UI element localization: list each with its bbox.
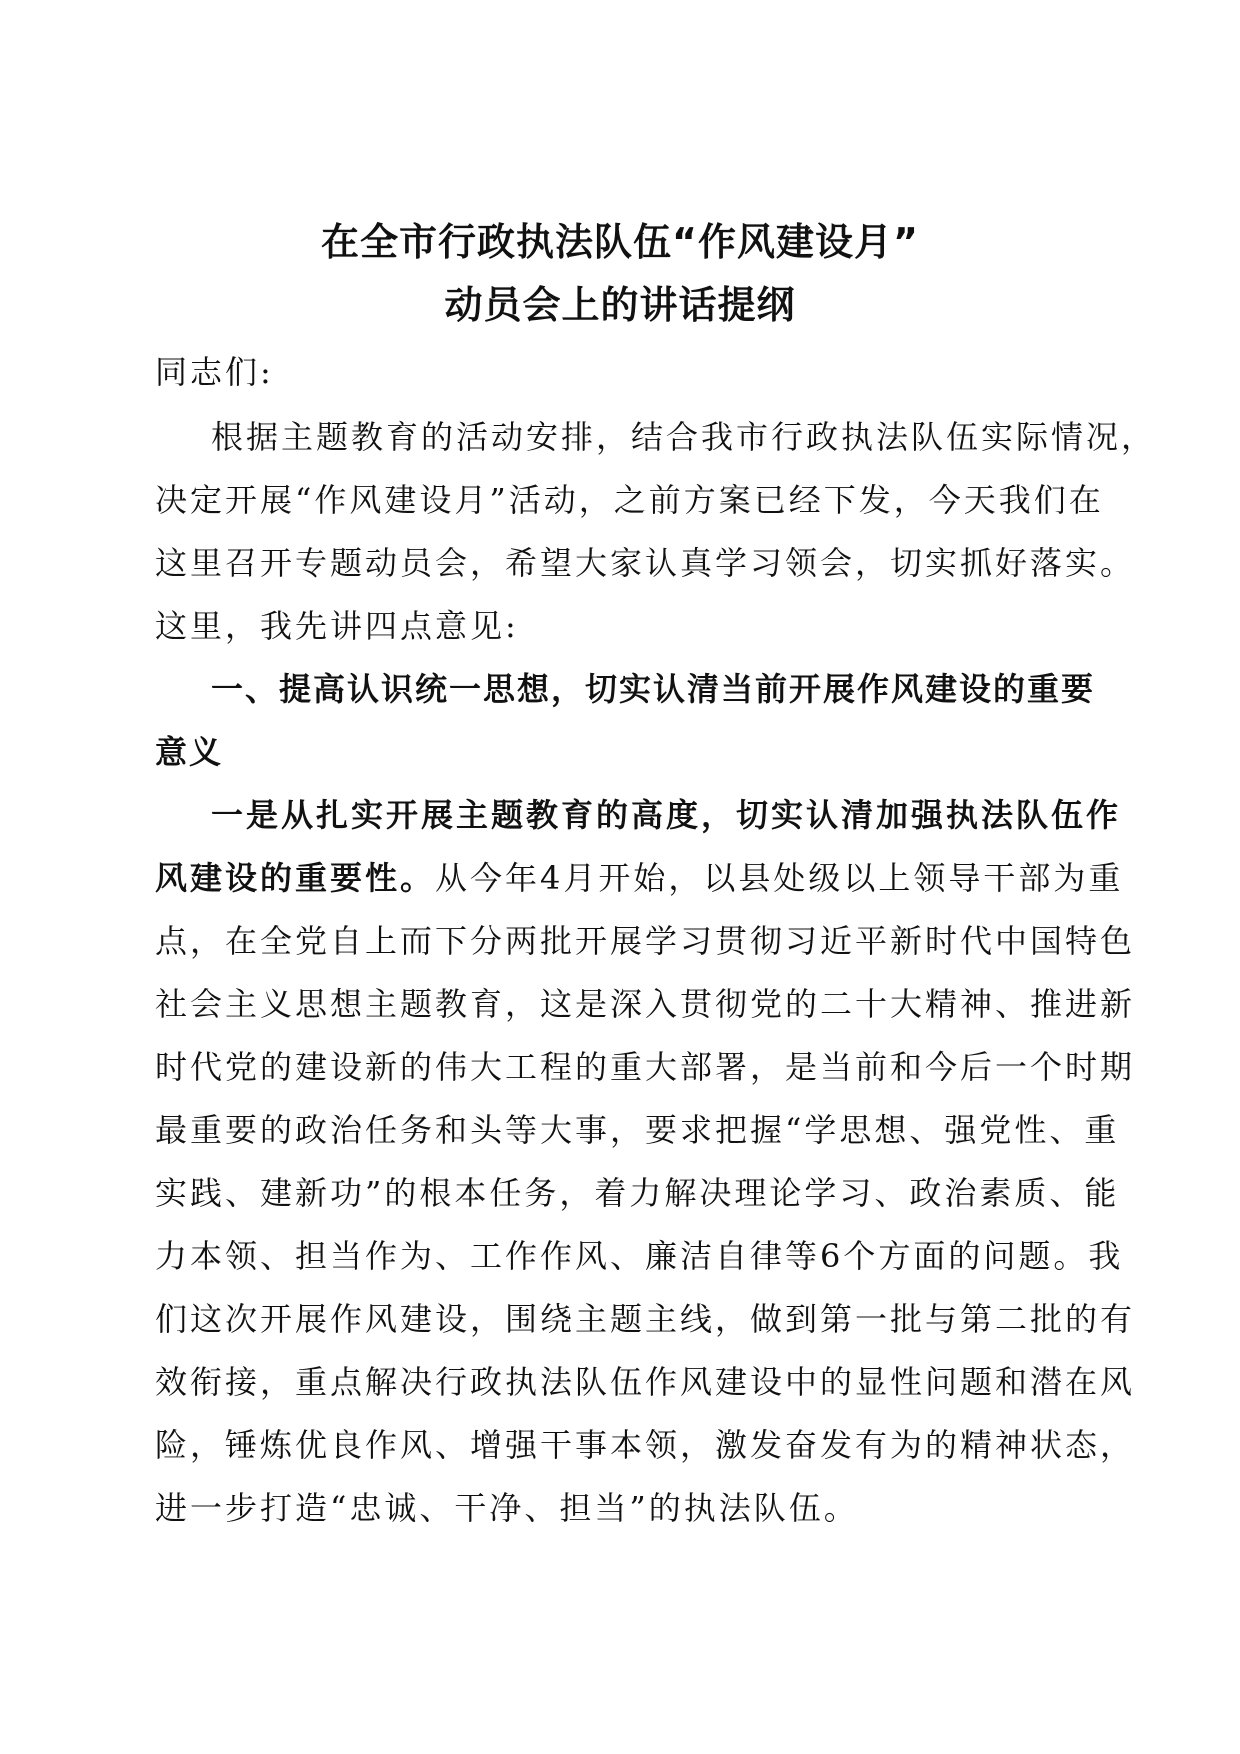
- point1-bold-line-1: 一是从扎实开展主题教育的高度，切实认清加强执法队伍作: [211, 796, 1122, 834]
- point1-line: 最重要的政治任务和头等大事，要求把握“学思想、强党性、重: [155, 1111, 1120, 1149]
- point1-line: 实践、建新功”的根本任务，着力解决理论学习、政治素质、能: [155, 1174, 1120, 1212]
- intro-line-2: 决定开展“作风建设月”活动，之前方案已经下发，今天我们在: [155, 481, 1104, 519]
- point1-line: 时代党的建设新的伟大工程的重大部署，是当前和今后一个时期: [155, 1048, 1136, 1086]
- point1-bold-line-2: 风建设的重要性。: [155, 859, 436, 897]
- title-line-2: 动员会上的讲话提纲: [444, 283, 796, 327]
- point1-line: 险，锤炼优良作风、增强干事本领，激发奋发有为的精神状态，: [155, 1426, 1136, 1464]
- point1-line: 点，在全党自上而下分两批开展学习贯彻习近平新时代中国特色: [155, 922, 1136, 960]
- salutation: 同志们:: [155, 353, 274, 391]
- point1-line: 力本领、担当作为、工作作风、廉洁自律等6个方面的问题。我: [155, 1237, 1124, 1275]
- section1-heading-line-1: 一、提高认识统一思想，切实认清当前开展作风建设的重要: [211, 670, 1096, 708]
- point1-line-2-rest: 从今年4月开始，以县处级以上领导干部为重: [435, 859, 1124, 897]
- intro-line-1: 根据主题教育的活动安排，结合我市行政执法队伍实际情况，: [211, 418, 1157, 456]
- intro-line-4: 这里，我先讲四点意见:: [155, 607, 519, 645]
- point1-line: 社会主义思想主题教育，这是深入贯彻党的二十大精神、推进新: [155, 985, 1136, 1023]
- point1-line: 们这次开展作风建设，围绕主题主线，做到第一批与第二批的有: [155, 1300, 1136, 1338]
- point1-line: 效衔接，重点解决行政执法队伍作风建设中的显性问题和潜在风: [155, 1363, 1136, 1401]
- title-line-1: 在全市行政执法队伍“作风建设月”: [321, 220, 919, 264]
- section1-heading-line-2: 意义: [155, 733, 224, 771]
- point1-line-2: [155, 859, 1124, 897]
- intro-line-3: 这里召开专题动员会，希望大家认真学习领会，切实抓好落实。: [155, 544, 1136, 582]
- point1-line: 进一步打造“忠诚、干净、担当”的执法队伍。: [155, 1489, 859, 1527]
